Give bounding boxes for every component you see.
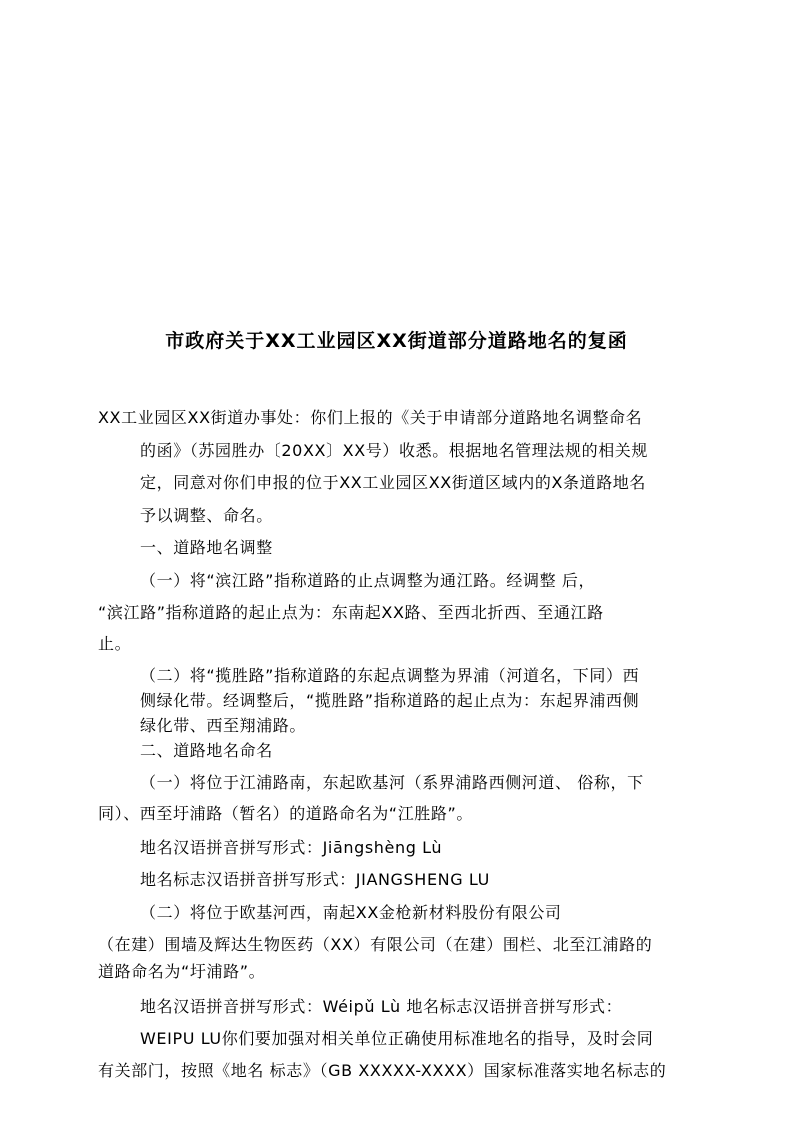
body-line-11: 绿化带、西至翔浦路。 [140, 716, 307, 735]
document-title: 市政府关于XX工业园区XX街道部分道路地名的复函 [165, 330, 628, 352]
pinyin-line-2: 地名标志汉语拼音拼写形式：JIANGSHENG LU [140, 870, 490, 889]
body-line-14: 同）、西至圩浦路（暂名）的道路命名为“江胜路”。 [98, 804, 473, 823]
pinyin-line-3: 地名汉语拼音拼写形式：Wéipǔ Lù 地名标志汉语拼音拼写形式： [140, 997, 623, 1016]
section-heading-2: 二、道路地名命名 [140, 741, 273, 760]
body-line-17: （二）将位于欧基河西，南起XX金枪新材料股份有限公司 [140, 903, 562, 922]
body-line-19: 道路命名为“圩浦路”。 [98, 962, 266, 981]
body-line-1: XX工业园区XX街道办事处：你们上报的《关于申请部分道路地名调整命名 [98, 408, 643, 427]
body-line-3: 定，同意对你们申报的位于XX工业园区XX街道区域内的X条道路地名 [140, 473, 647, 492]
body-line-9: （二）将“揽胜路”指称道路的东起点调整为界浦（河道名，下同）西 [140, 666, 640, 685]
pinyin-line-1: 地名汉语拼音拼写形式：Jiāngshèng Lù [140, 838, 443, 857]
body-line-7: “滨江路”指称道路的起止点为：东南起XX路、至西北折西、至通江路 [98, 603, 604, 622]
body-line-4: 予以调整、命名。 [140, 506, 273, 525]
body-line-10: 侧绿化带。经调整后，“揽胜路”指称道路的起止点为：东起界浦西侧 [140, 691, 640, 710]
body-line-21: WEIPU LU你们要加强对相关单位正确使用标准地名的指导，及时会同 [140, 1029, 654, 1048]
body-line-6: （一）将“滨江路”指称道路的止点调整为通江路。经调整 后， [140, 571, 596, 590]
body-line-22: 有关部门，按照《地名 标志》（GB XXXXX-XXXX）国家标准落实地名标志的 [98, 1061, 667, 1080]
body-line-13: （一）将位于江浦路南，东起欧基河（系界浦路西侧河道、 俗称，下 [140, 773, 644, 792]
body-line-18: （在建）围墙及辉达生物医药（XX）有限公司（在建）围栏、北至江浦路的 [98, 935, 653, 954]
body-line-2: 的函》（苏园胜办〔20XX〕XX号）收悉。根据地名管理法规的相关规 [140, 441, 649, 460]
section-heading-1: 一、道路地名调整 [140, 538, 273, 557]
body-line-8: 止。 [98, 634, 132, 653]
